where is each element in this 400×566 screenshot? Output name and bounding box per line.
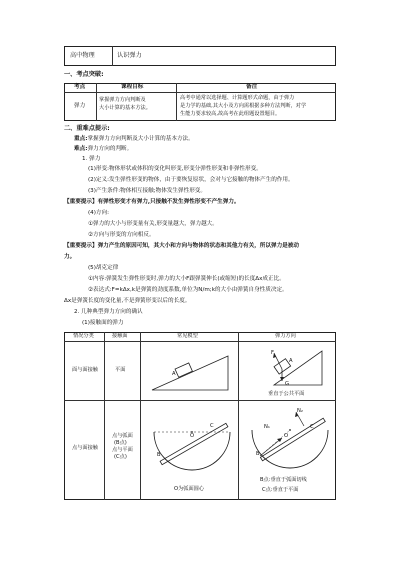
definition-text: (2)定义:发生弹性形变的物体，由于要恢复原状，会对与它接触的物体产生的作用。 xyxy=(88,177,294,183)
col-note: 备注 xyxy=(246,84,258,90)
important-tip-2-line1: 【重要提示】弹力产生的原因可知，其大小和方向与物体的状态和其他力有关，所以弹力是被动 xyxy=(64,243,299,249)
bowl-force-diagram xyxy=(238,400,336,500)
model-label-c: C xyxy=(210,423,214,429)
header-box xyxy=(64,46,336,66)
row2-surface-1: 点与弧面 xyxy=(112,433,133,439)
subject-label: 高中物理 xyxy=(70,52,95,59)
exam-table-vline-1 xyxy=(96,83,97,121)
col-direction: 弹力方向 xyxy=(275,333,296,339)
incline-model-diagram xyxy=(140,341,238,400)
force-label-n1: N₁ xyxy=(264,424,270,430)
row2-case: 点与面接触 xyxy=(72,445,98,451)
col-model: 常见模型 xyxy=(177,333,198,339)
exam-table-vline-2 xyxy=(176,83,177,121)
cell-note-line2: 是力学的基础,其大小及方向需根据多种方法判断，对学 xyxy=(180,103,307,109)
hooke-content: ①内容:弹簧发生弹性形变时,弹力的大小F跟弹簧伸长(或缩短)的长度Δx成正比。 xyxy=(88,276,285,282)
row2-surface-4: (C点) xyxy=(114,454,127,460)
model-label-b: B xyxy=(157,452,161,458)
col-exam-point: 考点 xyxy=(74,84,86,90)
hooke-expression: ②表达式:F=kΔx,k是弹簧的劲度系数,单位为N/m;k的大小由弹簧自身性质决定。 xyxy=(88,287,288,293)
cell-point: 弹力 xyxy=(74,103,86,109)
force-label-b: B xyxy=(256,451,260,457)
row1-caption: 垂直于公共平面 xyxy=(268,391,305,397)
cell-note-line1: 高考中通常以选择题、计算题形式命题，由于弹力 xyxy=(180,95,295,101)
condition-text: (3)产生条件:物体相互接触;物体发生弹性形变。 xyxy=(88,188,206,194)
key-point xyxy=(74,137,194,143)
col-goal: 课程目标 xyxy=(121,84,144,90)
force-label-a: A xyxy=(289,358,293,364)
cell-goal-line1: 掌握弹力方向判断及 xyxy=(99,97,146,103)
force-label-n2: N₂ xyxy=(297,408,303,414)
row1-case: 面与面接触 xyxy=(72,367,98,373)
row2-caption-b: B点:垂直于弧面切线 xyxy=(260,477,307,483)
row2-model-caption: O为弧面圆心 xyxy=(174,486,205,492)
force-label-g: G xyxy=(285,381,290,387)
hooke-delta-x: Δx是弹簧长度的变化量,不是弹簧形变以后的长度。 xyxy=(64,298,191,304)
header-divider xyxy=(112,46,113,66)
bowl-model-diagram xyxy=(140,400,238,500)
key-point-label: 重点: xyxy=(74,136,88,142)
important-tip-2-line2: 力。 xyxy=(64,254,76,260)
important-tip-1: 【重要提示】有弹性形变才有弹力,只接触不发生弹性形变不产生弹力。 xyxy=(64,199,240,205)
contact-heading: (1)接触面的弹力 xyxy=(82,320,124,326)
direction-rule-1: ①弹力的大小与形变量有关,形变量越大，弹力越大。 xyxy=(88,221,218,227)
exam-table-hline xyxy=(64,92,336,93)
topic-label: 认识弹力 xyxy=(117,52,142,59)
col-surface: 接触面 xyxy=(112,333,128,339)
key-point-text: 掌握弹力方向判断及大小计算的基本方法。 xyxy=(87,136,194,142)
row1-surface: 平面 xyxy=(115,367,126,373)
col-case: 情况分类 xyxy=(73,333,94,339)
item2-heading: 2. 几种典型弹力方向的确认 xyxy=(74,309,143,315)
item1-heading: 1. 弹力 xyxy=(82,156,101,162)
block-label-a: A xyxy=(172,371,176,377)
hooke-heading: (5)胡克定律 xyxy=(88,265,119,271)
row2-surface-2: (B点) xyxy=(114,440,127,446)
direction-table-vline-1 xyxy=(104,332,105,500)
section2-title: 二、重难点提示: xyxy=(64,125,110,132)
row2-surface-3: 点与平面 xyxy=(112,447,133,453)
difficulty-label: 难点: xyxy=(74,146,88,152)
row2-caption-c: C点:垂直于平面 xyxy=(262,487,299,493)
force-label-f: F xyxy=(271,350,274,356)
difficulty-point xyxy=(74,147,132,153)
force-label-c: C xyxy=(310,424,314,430)
cell-goal-line2: 大小计算的基本方法。 xyxy=(99,105,151,111)
direction-heading: (4)方向: xyxy=(88,210,109,216)
direction-rule-2: ②方向与形变的方向相反。 xyxy=(88,232,155,238)
model-label-o: O xyxy=(190,433,195,439)
shape-text: (1)形变:物体形状或体积的变化叫形变,形变分弹性形变和非弹性形变。 xyxy=(88,166,262,172)
difficulty-text: 弹力方向的判断。 xyxy=(87,146,133,152)
cell-note-line3: 生能力要求较高,故高考在此组题设置题目。 xyxy=(180,111,281,117)
section1-title: 一、考点突破: xyxy=(64,71,104,78)
force-label-o: O xyxy=(284,433,289,439)
